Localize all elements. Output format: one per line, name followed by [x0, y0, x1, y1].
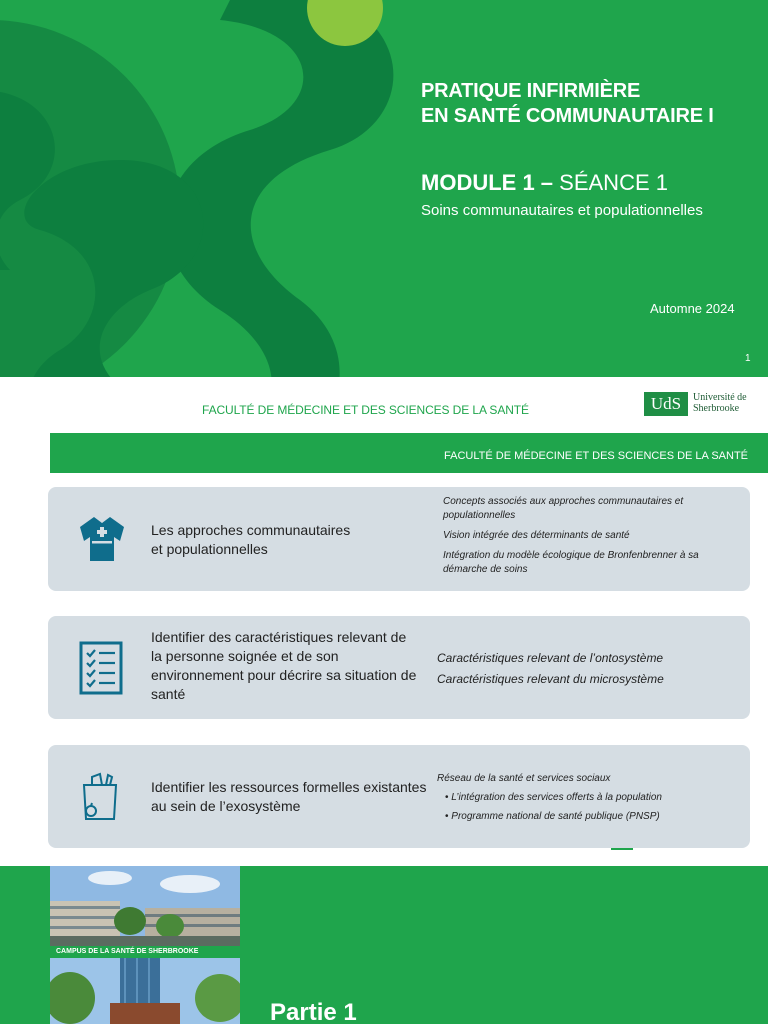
objective-details: [443, 495, 733, 577]
campus-building-image: [50, 866, 240, 946]
university-name-line2: Sherbrooke: [693, 403, 740, 414]
detail-item: Intégration du modèle écologique de Bronfenbrenner à sa démarche de soins: [443, 550, 699, 575]
photo-caption: CAMPUS DE LA SANTÉ DE SHERBROOKE: [50, 946, 240, 958]
grocery-bag-icon: [78, 771, 122, 823]
decorative-s-pattern: [0, 0, 420, 433]
session-label: SÉANCE 1: [559, 170, 668, 195]
faculty-band: [50, 433, 768, 473]
objective-text: [151, 778, 426, 816]
module-label: MODULE 1 –: [421, 170, 554, 195]
objective-text-line: la personne soignée et de son: [151, 648, 339, 664]
module-heading: [421, 169, 668, 197]
title-slide: [0, 0, 768, 433]
course-title-line2: EN SANTÉ COMMUNAUTAIRE I: [421, 105, 714, 127]
objective-card-2: [48, 616, 750, 719]
objective-text-line: Identifier les ressources formelles existantes: [151, 779, 427, 795]
detail-item: Caractéristiques relevant de l’ontosystème: [437, 651, 664, 665]
divider-mark: [611, 848, 633, 850]
objective-details: [437, 769, 737, 826]
checklist-icon: [78, 640, 124, 696]
university-name: [693, 392, 747, 414]
course-title-line1: PRATIQUE INFIRMIÈRE: [421, 80, 641, 102]
objective-details: [437, 648, 737, 690]
campus-tower-image: [50, 958, 240, 1024]
objective-text-line: environnement pour décrire sa situation de: [151, 667, 417, 683]
detail-heading: Réseau de la santé et services sociaux: [437, 773, 611, 784]
detail-item: Concepts associés aux approches communautaires et populationnelles: [443, 496, 684, 521]
objective-card-1: [48, 487, 750, 591]
campus-tower-photo: [50, 958, 240, 1024]
objective-text-line: au sein de l’exosystème: [151, 798, 301, 814]
section-title: Partie 1: [270, 999, 357, 1024]
season-label: Automne 2024: [650, 301, 735, 316]
course-title: [421, 79, 714, 129]
section-slide: [0, 866, 768, 1024]
detail-item: Caractéristiques relevant du microsystème: [437, 672, 664, 686]
uds-logo-mark: UdS: [644, 392, 688, 416]
slide-subtitle: Soins communautaires et populationnelles: [421, 202, 703, 219]
objective-text: [151, 628, 416, 704]
detail-item: • L’intégration des services offerts à la population: [445, 788, 737, 807]
objective-text-line: Les approches communautaires: [151, 522, 351, 538]
faculty-name: FACULTÉ DE MÉDECINE ET DES SCIENCES DE LA SANTÉ: [444, 450, 748, 462]
objective-text-line: et populationnelles: [151, 541, 268, 557]
faculty-name: FACULTÉ DE MÉDECINE ET DES SCIENCES DE LA SANTÉ: [202, 403, 529, 417]
detail-list: [437, 788, 737, 826]
page-number: 1: [745, 353, 751, 364]
objective-text-line: Identifier des caractéristiques relevant de: [151, 629, 407, 645]
objective-text: [151, 521, 350, 559]
detail-item: • Programme national de santé publique (PNSP): [445, 807, 737, 826]
university-name-line1: Université de: [693, 392, 747, 403]
objective-card-3: [48, 745, 750, 848]
objectives-slide: [0, 433, 768, 866]
campus-photo: [50, 866, 240, 946]
nurse-uniform-icon: [76, 513, 128, 565]
detail-item: Vision intégrée des déterminants de santé: [443, 530, 630, 541]
objective-text-line: santé: [151, 686, 186, 702]
